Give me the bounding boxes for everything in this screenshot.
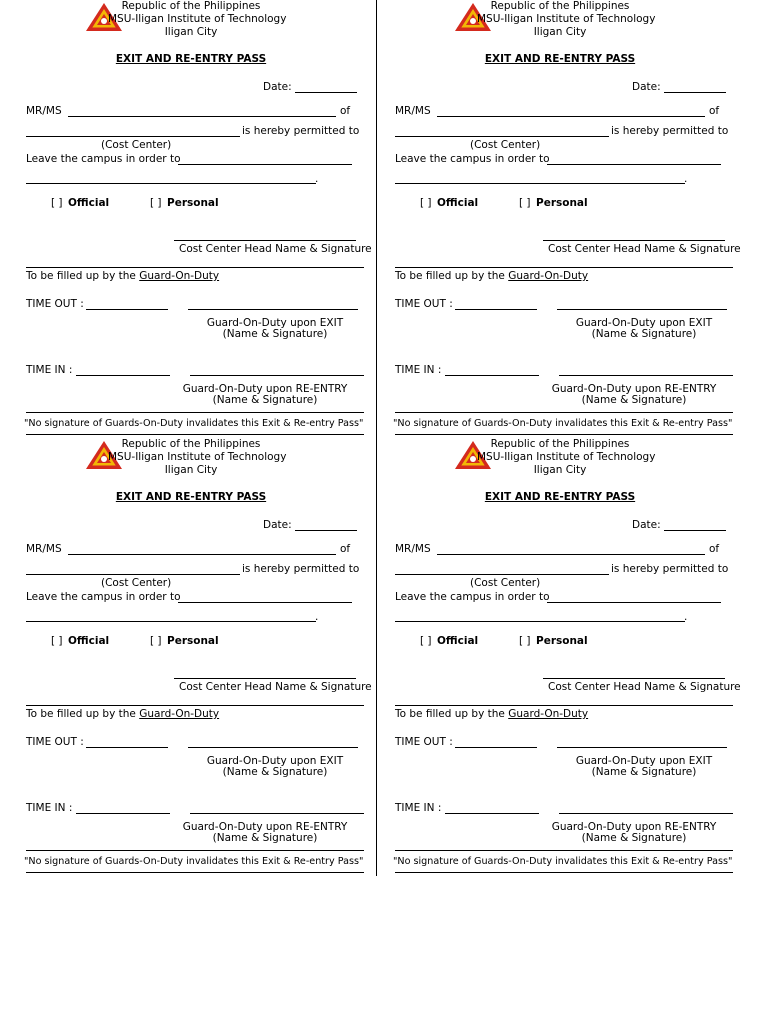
cost-center-head-label: Cost Center Head Name & Signature [179,243,372,255]
date-label: Date: [632,81,661,93]
footer-divider [26,850,364,851]
section-divider [395,705,733,706]
header-institute: MSU-Iligan Institute of Technology [477,13,656,25]
footer-bottom-line [26,872,364,873]
section-divider [395,267,733,268]
official-label: Official [437,635,479,647]
leave-label: Leave the campus in order to [26,153,181,165]
footer-divider [26,412,364,413]
official-checkbox[interactable]: [ ] [420,197,432,209]
time-out-label: TIME OUT : [395,298,453,310]
cost-center-label: (Cost Center) [470,139,541,151]
permitted-label: is hereby permitted to [242,563,360,575]
purpose-field[interactable] [178,602,352,603]
leave-label: Leave the campus in order to [395,153,550,165]
header-republic: Republic of the Philippines [490,0,630,12]
of-label: of [340,105,351,117]
time-in-field[interactable] [445,375,539,376]
header-institute: MSU-Iligan Institute of Technology [108,451,287,463]
purpose-field-line2[interactable] [26,183,316,184]
official-label: Official [68,197,110,209]
date-label: Date: [263,81,292,93]
date-field[interactable] [295,530,357,531]
guard-reentry-signature-field[interactable] [190,813,364,814]
guard-instruction: To be filled up by the Guard-On-Duty [26,708,220,720]
leave-label: Leave the campus in order to [395,591,550,603]
name-field[interactable] [68,116,336,117]
name-field[interactable] [437,116,705,117]
leave-label: Leave the campus in order to [26,591,181,603]
cost-center-label: (Cost Center) [101,139,172,151]
cost-center-label: (Cost Center) [470,577,541,589]
guard-exit-label: Guard-On-Duty upon EXIT [206,317,344,329]
guard-reentry-name-signature: (Name & Signature) [581,394,687,406]
guard-instruction: To be filled up by the Guard-On-Duty [395,708,589,720]
permitted-label: is hereby permitted to [611,125,729,137]
official-label: Official [68,635,110,647]
mrms-label: MR/MS [395,543,431,555]
guard-exit-signature-field[interactable] [188,747,358,748]
header-city: Iligan City [164,464,218,476]
purpose-period: . [684,173,688,185]
purpose-field-line2[interactable] [395,621,685,622]
header-republic: Republic of the Philippines [121,0,261,12]
official-checkbox[interactable]: [ ] [51,197,63,209]
guard-reentry-label: Guard-On-Duty upon RE-ENTRY [551,821,717,833]
guard-exit-name-signature: (Name & Signature) [591,328,697,340]
guard-reentry-label: Guard-On-Duty upon RE-ENTRY [182,383,348,395]
cost-center-field[interactable] [26,136,240,137]
time-out-label: TIME OUT : [26,736,84,748]
permitted-label: is hereby permitted to [242,125,360,137]
date-field[interactable] [664,530,726,531]
guard-exit-signature-field[interactable] [188,309,358,310]
time-in-label: TIME IN : [26,364,73,376]
section-divider [26,705,364,706]
cost-center-head-signature-field[interactable] [543,678,725,679]
exit-pass-bottom-left [8,438,372,874]
header-city: Iligan City [533,26,587,38]
name-field[interactable] [437,554,705,555]
footer-bottom-line [26,434,364,435]
guard-reentry-signature-field[interactable] [559,813,733,814]
time-out-field[interactable] [86,309,168,310]
mrms-label: MR/MS [26,105,62,117]
guard-exit-label: Guard-On-Duty upon EXIT [206,755,344,767]
time-in-field[interactable] [445,813,539,814]
pass-title: EXIT AND RE-ENTRY PASS [484,53,636,65]
guard-exit-signature-field[interactable] [557,747,727,748]
footer-note: "No signature of Guards-On-Duty invalidates this Exit & Re-entry Pass" [393,418,733,429]
time-in-field[interactable] [76,813,170,814]
exit-pass-top-right [377,0,741,436]
pass-title: EXIT AND RE-ENTRY PASS [115,53,267,65]
cost-center-field[interactable] [395,574,609,575]
time-out-field[interactable] [86,747,168,748]
footer-note: "No signature of Guards-On-Duty invalidates this Exit & Re-entry Pass" [24,418,364,429]
guard-reentry-name-signature: (Name & Signature) [581,832,687,844]
time-in-label: TIME IN : [395,802,442,814]
guard-instruction: To be filled up by the Guard-On-Duty [26,270,220,282]
purpose-field[interactable] [547,164,721,165]
time-out-field[interactable] [455,309,537,310]
purpose-field-line2[interactable] [395,183,685,184]
exit-pass-top-left [8,0,372,436]
pass-title: EXIT AND RE-ENTRY PASS [115,491,267,503]
cost-center-head-signature-field[interactable] [174,678,356,679]
header-republic: Republic of the Philippines [490,438,630,450]
purpose-period: . [315,611,319,623]
date-label: Date: [263,519,292,531]
mrms-label: MR/MS [395,105,431,117]
purpose-period: . [684,611,688,623]
pass-title: EXIT AND RE-ENTRY PASS [484,491,636,503]
section-divider [26,267,364,268]
personal-label: Personal [167,635,219,647]
guard-exit-name-signature: (Name & Signature) [591,766,697,778]
cost-center-head-label: Cost Center Head Name & Signature [548,681,741,693]
personal-label: Personal [536,197,588,209]
mrms-label: MR/MS [26,543,62,555]
footer-bottom-line [395,872,733,873]
guard-reentry-signature-field[interactable] [190,375,364,376]
exit-pass-bottom-right [377,438,741,874]
guard-exit-label: Guard-On-Duty upon EXIT [575,317,713,329]
time-out-field[interactable] [455,747,537,748]
personal-label: Personal [167,197,219,209]
of-label: of [709,543,720,555]
permitted-label: is hereby permitted to [611,563,729,575]
time-in-field[interactable] [76,375,170,376]
purpose-field[interactable] [547,602,721,603]
header-institute: MSU-Iligan Institute of Technology [477,451,656,463]
guard-exit-label: Guard-On-Duty upon EXIT [575,755,713,767]
cost-center-field[interactable] [26,574,240,575]
time-out-label: TIME OUT : [395,736,453,748]
footer-note: "No signature of Guards-On-Duty invalidates this Exit & Re-entry Pass" [393,856,733,867]
personal-checkbox[interactable]: [ ] [150,635,162,647]
cost-center-field[interactable] [395,136,609,137]
purpose-field-line2[interactable] [26,621,316,622]
guard-exit-signature-field[interactable] [557,309,727,310]
time-in-label: TIME IN : [395,364,442,376]
name-field[interactable] [68,554,336,555]
personal-label: Personal [536,635,588,647]
header-city: Iligan City [164,26,218,38]
cost-center-head-signature-field[interactable] [174,240,356,241]
guard-reentry-label: Guard-On-Duty upon RE-ENTRY [551,383,717,395]
header-institute: MSU-Iligan Institute of Technology [108,13,287,25]
of-label: of [709,105,720,117]
official-checkbox[interactable]: [ ] [420,635,432,647]
footer-divider [395,850,733,851]
official-label: Official [437,197,479,209]
time-out-label: TIME OUT : [26,298,84,310]
of-label: of [340,543,351,555]
cost-center-head-signature-field[interactable] [543,240,725,241]
guard-reentry-name-signature: (Name & Signature) [212,394,318,406]
guard-instruction: To be filled up by the Guard-On-Duty [395,270,589,282]
official-checkbox[interactable]: [ ] [51,635,63,647]
date-field[interactable] [664,92,726,93]
guard-reentry-signature-field[interactable] [559,375,733,376]
footer-divider [395,412,733,413]
purpose-field[interactable] [178,164,352,165]
date-field[interactable] [295,92,357,93]
footer-note: "No signature of Guards-On-Duty invalidates this Exit & Re-entry Pass" [24,856,364,867]
guard-exit-name-signature: (Name & Signature) [222,328,328,340]
cost-center-label: (Cost Center) [101,577,172,589]
personal-checkbox[interactable]: [ ] [150,197,162,209]
guard-exit-name-signature: (Name & Signature) [222,766,328,778]
header-city: Iligan City [533,464,587,476]
personal-checkbox[interactable]: [ ] [519,635,531,647]
footer-bottom-line [395,434,733,435]
purpose-period: . [315,173,319,185]
guard-reentry-name-signature: (Name & Signature) [212,832,318,844]
guard-reentry-label: Guard-On-Duty upon RE-ENTRY [182,821,348,833]
personal-checkbox[interactable]: [ ] [519,197,531,209]
cost-center-head-label: Cost Center Head Name & Signature [179,681,372,693]
time-in-label: TIME IN : [26,802,73,814]
header-republic: Republic of the Philippines [121,438,261,450]
cost-center-head-label: Cost Center Head Name & Signature [548,243,741,255]
date-label: Date: [632,519,661,531]
